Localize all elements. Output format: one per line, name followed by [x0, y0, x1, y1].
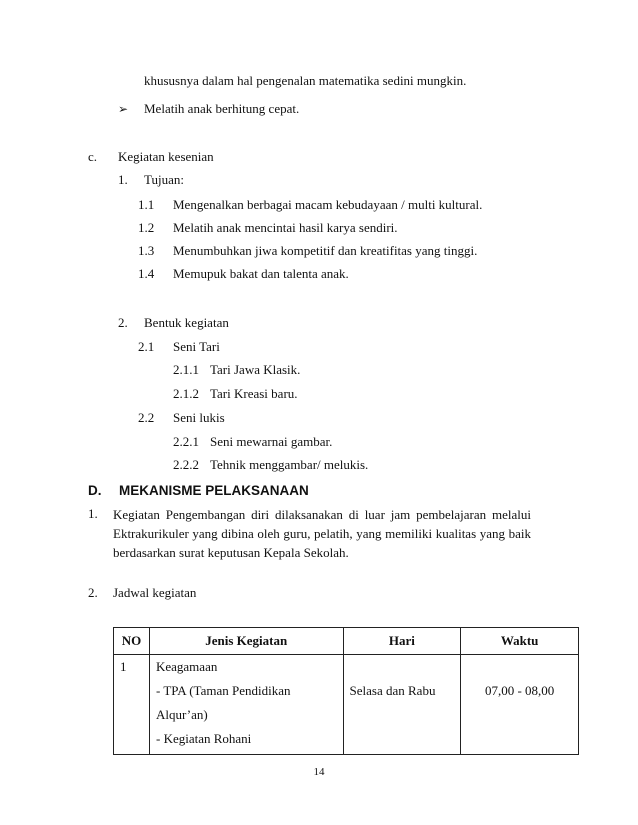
page-number: 14 — [313, 766, 325, 778]
header-jenis-kegiatan: Jenis Kegiatan — [149, 628, 343, 655]
tujuan-label: Tujuan: — [144, 172, 184, 187]
kesenian-marker: c. — [88, 149, 98, 164]
cell-hari: Selasa dan Rabu — [343, 655, 461, 755]
tujuan-item-num: 1.1 — [138, 197, 155, 212]
lukis-item-text: Tehnik menggambar/ melukis. — [210, 457, 369, 472]
tujuan-item-text: Menumbuhkan jiwa kompetitif dan kreatifitas yang tinggi. — [173, 243, 478, 258]
section-d-marker: D. — [88, 483, 102, 498]
tujuan-item-text: Memupuk bakat dan talenta anak. — [173, 266, 349, 281]
header-waktu: Waktu — [461, 628, 579, 655]
jadwal-label: Jadwal kegiatan — [113, 585, 197, 600]
lukis-item-num: 2.2.1 — [173, 434, 199, 449]
tari-item-num: 2.1.2 — [173, 386, 199, 401]
seni-tari-num: 2.1 — [138, 339, 155, 354]
seni-lukis-label: Seni lukis — [173, 410, 225, 425]
tujuan-number: 1. — [118, 172, 128, 187]
jadwal-number: 2. — [88, 585, 98, 600]
jenis-line: Keagamaan — [155, 659, 218, 674]
jenis-line: - TPA (Taman Pendidikan Alqur’an) — [155, 683, 291, 722]
seni-tari-label: Seni Tari — [173, 339, 220, 354]
header-hari: Hari — [343, 628, 461, 655]
jenis-line: - Kegiatan Rohani — [155, 731, 252, 746]
bentuk-label: Bentuk kegiatan — [144, 315, 229, 330]
tari-item-text: Tari Jawa Klasik. — [210, 362, 301, 377]
mekanisme-paragraph: Kegiatan Pengembangan diri dilaksanakan di luar jam pembelajaran melalui Ektrakurikuler yang dibina oleh guru, pelatih, yang memiliki kualitas yang baik berdasarkan surat keputusan Kepala Sekolah. — [113, 507, 531, 560]
cell-jenis — [149, 655, 343, 755]
tari-item-num: 2.1.1 — [173, 362, 199, 377]
table-header-row — [114, 628, 579, 655]
bullet-text: Melatih anak berhitung cepat. — [144, 101, 300, 116]
continued-line: khususnya dalam hal pengenalan matematika sedini mungkin. — [144, 73, 467, 88]
kesenian-title: Kegiatan kesenian — [118, 149, 214, 164]
lukis-item-num: 2.2.2 — [173, 457, 199, 472]
tujuan-item-num: 1.3 — [138, 243, 155, 258]
tujuan-item-num: 1.2 — [138, 220, 155, 235]
bullet-arrow-icon: ➢ — [118, 102, 129, 116]
bentuk-number: 2. — [118, 315, 128, 330]
header-no: NO — [114, 628, 150, 655]
schedule-table — [113, 627, 579, 755]
mekanisme-item-number: 1. — [88, 506, 98, 521]
tujuan-item-text: Mengenalkan berbagai macam kebudayaan / multi kultural. — [173, 197, 483, 212]
seni-lukis-num: 2.2 — [138, 410, 155, 425]
cell-waktu: 07,00 - 08,00 — [461, 655, 579, 755]
tujuan-item-num: 1.4 — [138, 266, 155, 281]
table-row — [114, 655, 579, 755]
tujuan-item-text: Melatih anak mencintai hasil karya sendiri. — [173, 220, 398, 235]
lukis-item-text: Seni mewarnai gambar. — [210, 434, 333, 449]
cell-no: 1 — [114, 655, 150, 755]
tari-item-text: Tari Kreasi baru. — [210, 386, 298, 401]
section-d-title: MEKANISME PELAKSANAAN — [119, 483, 309, 498]
